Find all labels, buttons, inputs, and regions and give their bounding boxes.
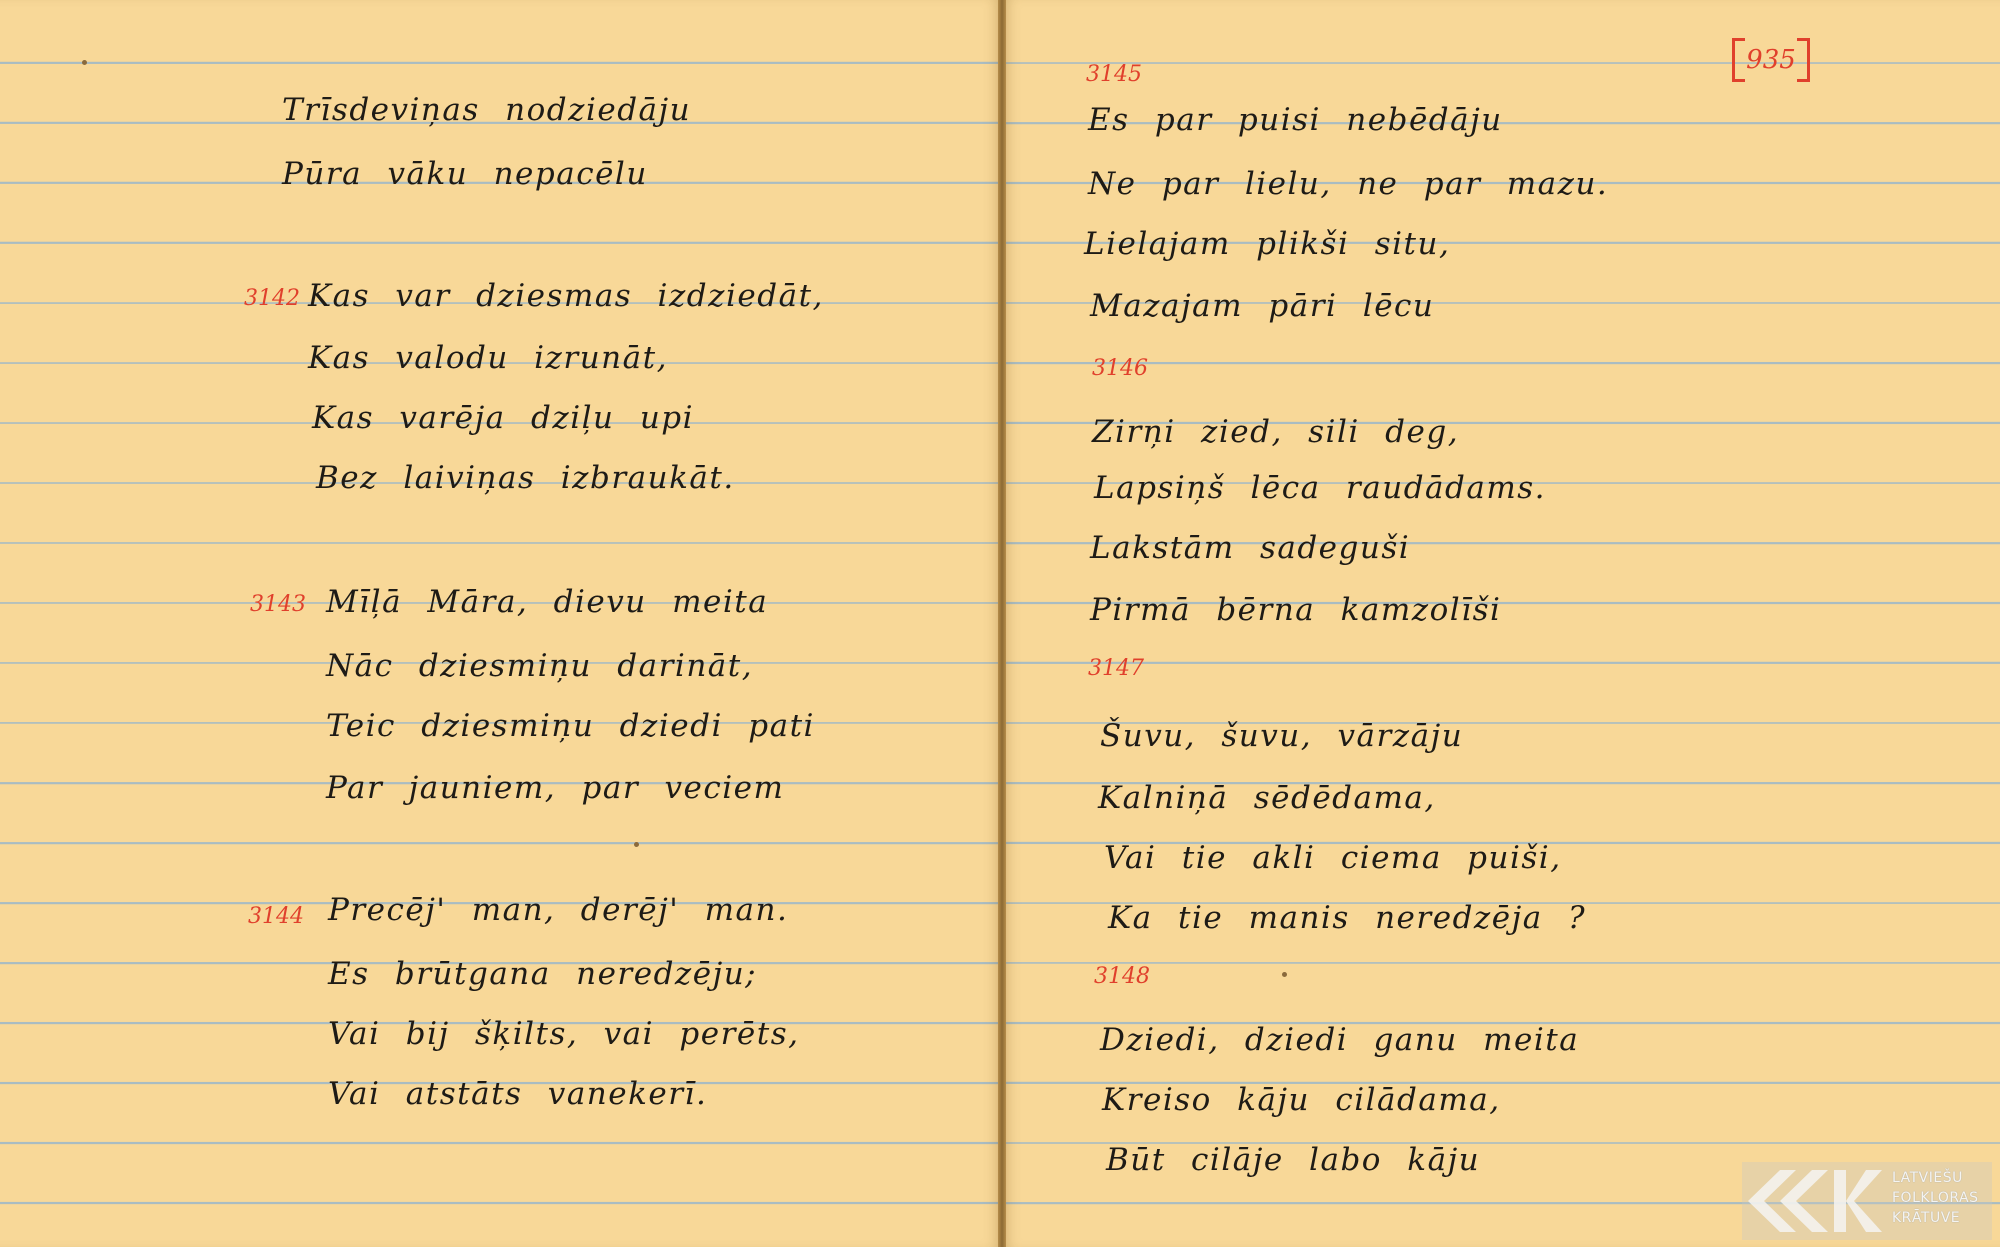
handwritten-line: Bez laiviņas izbraukāt. — [316, 460, 735, 496]
handwritten-line: Vai atstāts vanekerī. — [328, 1076, 708, 1112]
handwritten-line: Precēj' man, derēj' man. — [328, 892, 789, 928]
handwritten-line: Vai tie akli ciema puiši, — [1104, 840, 1562, 876]
handwritten-line: Šuvu, šuvu, vārzāju — [1100, 718, 1464, 754]
handwritten-line: Lapsiņš lēca raudādams. — [1094, 470, 1546, 506]
handwritten-line: Mīļā Māra, dievu meita — [326, 584, 769, 620]
handwritten-line: Es brūtgana neredzēju; — [328, 956, 758, 992]
handwritten-line: Kreiso kāju cilādama, — [1102, 1082, 1501, 1118]
page-number: 935 — [1732, 38, 1810, 82]
song-number: 3144 — [248, 904, 304, 929]
handwritten-line: Kas var dziesmas izdziedāt, — [308, 278, 824, 314]
handwritten-line: Vai bij šķilts, vai perēts, — [328, 1016, 800, 1052]
ink-dot — [82, 60, 87, 65]
handwritten-line: Ka tie manis neredzēja ? — [1108, 900, 1587, 936]
handwritten-line: Pirmā bērna kamzolīši — [1090, 592, 1502, 628]
handwritten-line: Dziedi, dziedi ganu meita — [1100, 1022, 1580, 1058]
handwritten-line: Par jauniem, par veciem — [326, 770, 785, 806]
handwritten-line: Trīsdeviņas nodziedāju — [282, 92, 692, 128]
song-number: 3146 — [1092, 356, 1148, 381]
song-number: 3148 — [1094, 964, 1150, 989]
handwritten-line: Nāc dziesmiņu darināt, — [326, 648, 754, 684]
song-number: 3142 — [244, 286, 300, 311]
handwritten-line: Pūra vāku nepacēlu — [282, 156, 648, 192]
handwritten-line: Teic dziesmiņu dziedi pati — [326, 708, 815, 744]
handwritten-line: Lakstām sadeguši — [1090, 530, 1411, 566]
song-number: 3147 — [1088, 656, 1144, 681]
handwritten-line: Kalniņā sēdēdama, — [1098, 780, 1436, 816]
handwritten-line: Mazajam pāri lēcu — [1090, 288, 1435, 324]
handwritten-line: Būt cilāje labo kāju — [1106, 1142, 1481, 1178]
ink-dot — [634, 842, 639, 847]
logo-text-line: LATVIEŠU — [1892, 1170, 1963, 1186]
handwritten-line: Es par puisi nebēdāju — [1088, 102, 1503, 138]
handwritten-line: Ne par lielu, ne par mazu. — [1088, 166, 1609, 202]
handwritten-line: Zirņi zied, sili deg, — [1092, 414, 1460, 450]
handwritten-line: Kas varēja dziļu upi — [312, 400, 695, 436]
logo-text-line: KRĀTUVE — [1892, 1210, 1961, 1226]
handwritten-line: Lielajam plikši situ, — [1084, 226, 1451, 262]
book-gutter — [998, 0, 1006, 1247]
logo-text-line: FOLKLORAS — [1892, 1190, 1979, 1206]
logo-text — [1892, 1168, 1992, 1228]
archive-logo — [1742, 1162, 1992, 1240]
LFK-logo-icon — [1746, 1168, 1882, 1234]
handwritten-line: Kas valodu izrunāt, — [308, 340, 668, 376]
song-number: 3145 — [1086, 62, 1142, 87]
ink-dot — [1282, 972, 1287, 977]
song-number: 3143 — [250, 592, 306, 617]
